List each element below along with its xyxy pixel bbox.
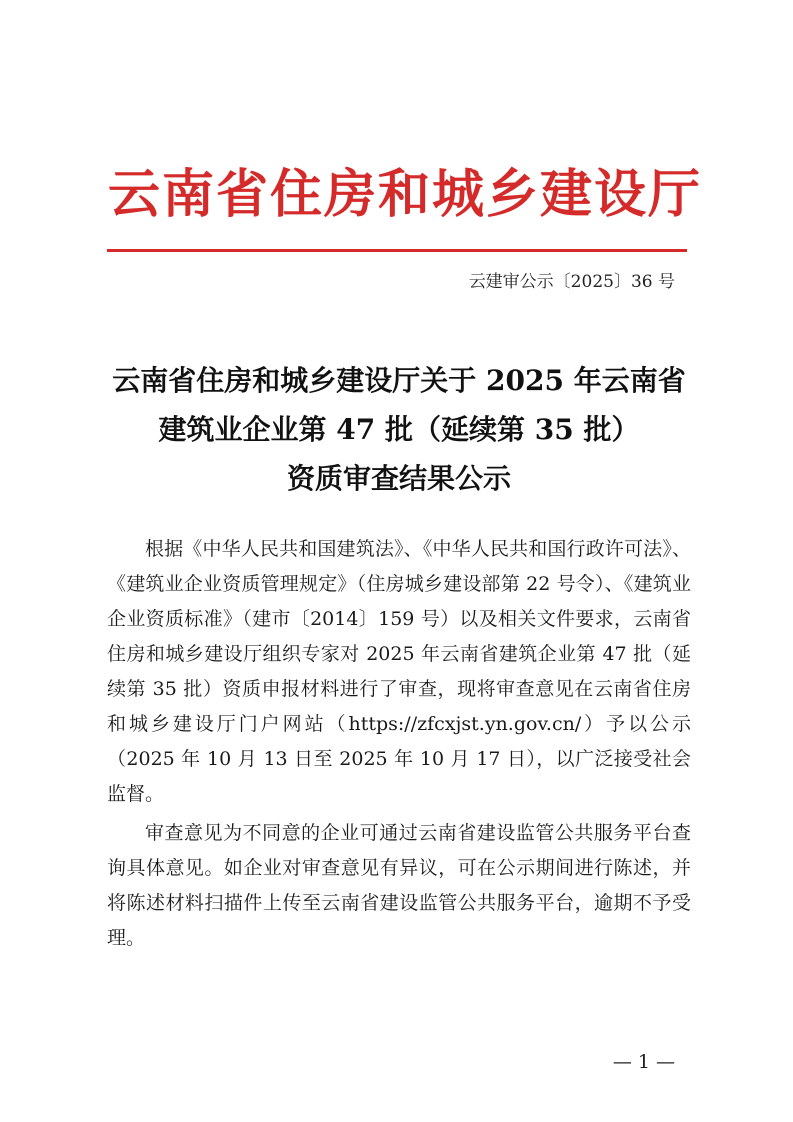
title-line-3: 资质审查结果公示 <box>286 462 511 495</box>
body-paragraph-1: 根据《中华人民共和国建筑法》、《中华人民共和国行政许可法》、《建筑业企业资质管理规定》（住房城乡建设部第 22 号令）、《建筑业企业资质标准》（建市〔2014〕159 号）以及相关文件要求，云南省住房和城乡建设厅组织专家对 2025 年云南省建筑企业第 47 批（延续第 35 批）资质申报材料进行了审查，现将审查意见在云南省住房和城乡建设厅门户网站（https://zfcxjst.yn.gov.cn/）予以公示（2025 年 10 月 13 日至 2025 年 10 月 17 日），以广泛接受社会监督。 <box>107 538 691 805</box>
page-number: — 1 — <box>612 1051 675 1073</box>
title-line-1: 云南省住房和城乡建设厅关于 2025 年云南省 <box>112 364 686 397</box>
document-body <box>107 532 691 956</box>
body-paragraph-2: 审查意见为不同意的企业可通过云南省建设监管公共服务平台查询具体意见。如企业对审查意见有异议，可在公示期间进行陈述，并将陈述材料扫描件上传至云南省建设监管公共服务平台，逾期不予受理。 <box>107 822 691 949</box>
red-divider-line <box>107 249 687 252</box>
document-title <box>96 356 702 503</box>
document-number: 云建审公示〔2025〕36 号 <box>468 272 675 292</box>
title-line-2: 建筑业企业第 47 批（延续第 35 批） <box>158 413 640 446</box>
issuer-masthead: 云南省住房和城乡建设厅 <box>108 164 703 225</box>
